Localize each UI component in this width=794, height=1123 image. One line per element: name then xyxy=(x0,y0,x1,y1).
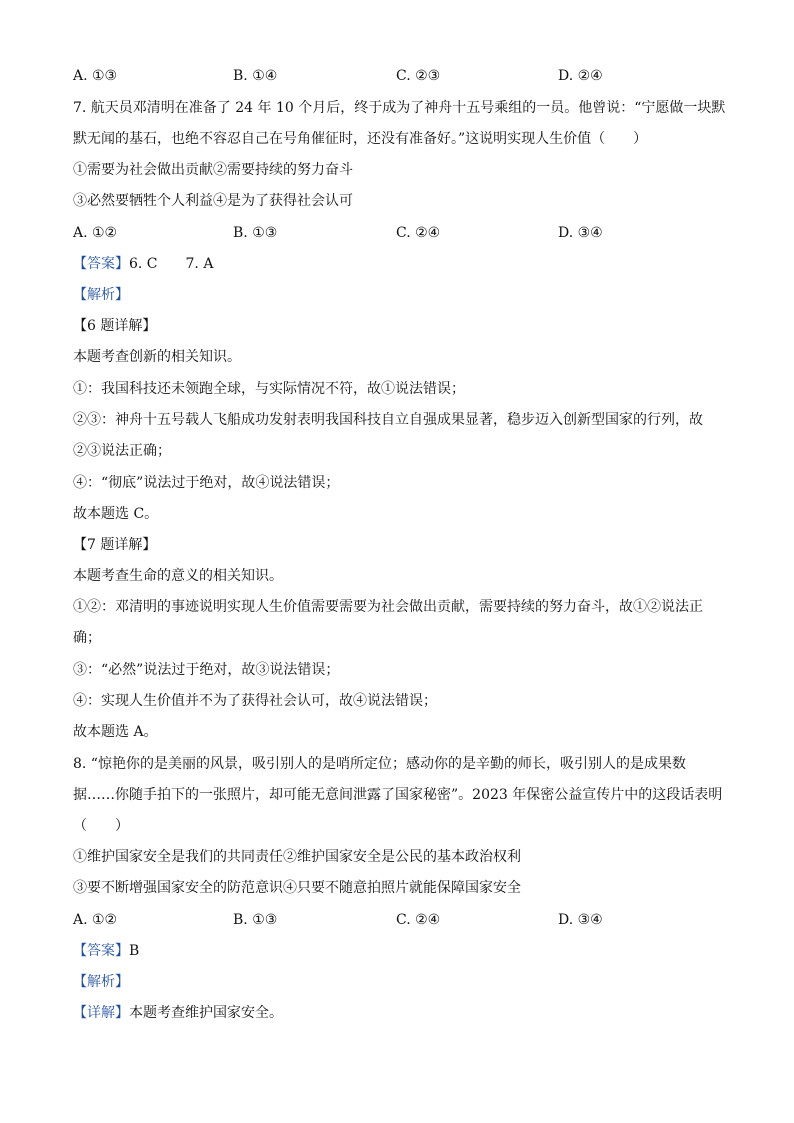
q7-stem-line-2: 默无闻的基石，也绝不容忍自己在号角催征时，还没有准备好。”这说明实现人生价值（ ） xyxy=(73,131,648,147)
analysis-8-label: 【解析】 xyxy=(73,974,129,990)
answer-text: B xyxy=(129,943,140,959)
q8-stem-line-1: 8. “惊艳你的是美丽的风景，吸引别人的是哨所定位；感动你的是辛勤的师长，吸引别人的是成果数 xyxy=(73,756,686,772)
q8-stem-line-3: （ ） xyxy=(73,818,129,834)
q8-stem-line-2: 据……你随手拍下的一张照片，却可能无意间泄露了国家秘密”。2023 年保密公益宣传片中的这段话表明 xyxy=(73,787,723,803)
detail-8 xyxy=(73,1004,283,1022)
detail-6-line: ②③：神舟十五号载人飞船成功发射表明我国科技自立自强成果显著，稳步迈入创新型国家的行列，故 xyxy=(73,412,703,428)
q8-option-b: B. ①③ xyxy=(233,912,278,928)
q7-option-c: C. ②④ xyxy=(396,225,441,241)
detail-7-line: 确； xyxy=(73,630,101,646)
detail-6-line: 故本题选 C。 xyxy=(73,506,159,522)
detail-7-line: ①②：邓清明的事迹说明实现人生价值需要需要为社会做出贡献，需要持续的努力奋斗，故①②说法正 xyxy=(73,599,703,615)
q7-option-d: D. ③④ xyxy=(558,225,603,241)
detail-7-line: ④：实现人生价值并不为了获得社会认可，故④说法错误； xyxy=(73,693,437,709)
detail-7-line: 本题考查生命的意义的相关知识。 xyxy=(73,568,283,584)
q8-option-a: A. ①② xyxy=(73,912,118,928)
detail-6-line: ④：“彻底”说法过于绝对，故④说法错误； xyxy=(73,475,340,491)
q7-choice-line-1: ①需要为社会做出贡献②需要持续的努力奋斗 xyxy=(73,162,353,178)
q7-option-a: A. ①② xyxy=(73,225,118,241)
q6-option-a: A. ①③ xyxy=(73,68,118,84)
q6-option-d: D. ②④ xyxy=(558,68,603,84)
detail-6-line: 本题考查创新的相关知识。 xyxy=(73,349,241,365)
q7-choice-line-2: ③必然要牺牲个人利益④是为了获得社会认可 xyxy=(73,193,353,209)
answer-6-7 xyxy=(73,255,213,273)
answer-label: 【答案】 xyxy=(73,256,129,272)
detail-8-text: 本题考查维护国家安全。 xyxy=(129,1005,283,1021)
q8-option-d: D. ③④ xyxy=(558,912,603,928)
answer-label: 【答案】 xyxy=(73,943,129,959)
q6-option-b: B. ①④ xyxy=(233,68,278,84)
detail-7-line: 故本题选 A。 xyxy=(73,724,158,740)
q8-choice-line-1: ①维护国家安全是我们的共同责任②维护国家安全是公民的基本政治权利 xyxy=(73,849,521,865)
detail-6-title: 【6 题详解】 xyxy=(73,318,157,334)
detail-6-line: ①：我国科技还未领跑全球，与实际情况不符，故①说法错误； xyxy=(73,381,465,397)
answer-8 xyxy=(73,942,139,960)
detail-7-title: 【7 题详解】 xyxy=(73,537,157,553)
detail-8-label: 【详解】 xyxy=(73,1005,129,1021)
q6-option-c: C. ②③ xyxy=(396,68,441,84)
q8-choice-line-2: ③要不断增强国家安全的防范意识④只要不随意拍照片就能保障国家安全 xyxy=(73,880,521,896)
detail-7-line: ③：“必然”说法过于绝对，故③说法错误； xyxy=(73,662,340,678)
q7-stem-line-1: 7. 航天员邓清明在准备了 24 年 10 个月后，终于成为了神舟十五号乘组的一员。他曾说：“宁愿做一块默 xyxy=(73,100,726,116)
q8-option-c: C. ②④ xyxy=(396,912,441,928)
answer-text: 6. C 7. A xyxy=(129,256,214,272)
analysis-label: 【解析】 xyxy=(73,287,129,303)
q7-option-b: B. ①③ xyxy=(233,225,278,241)
detail-6-line: ②③说法正确； xyxy=(73,443,171,459)
